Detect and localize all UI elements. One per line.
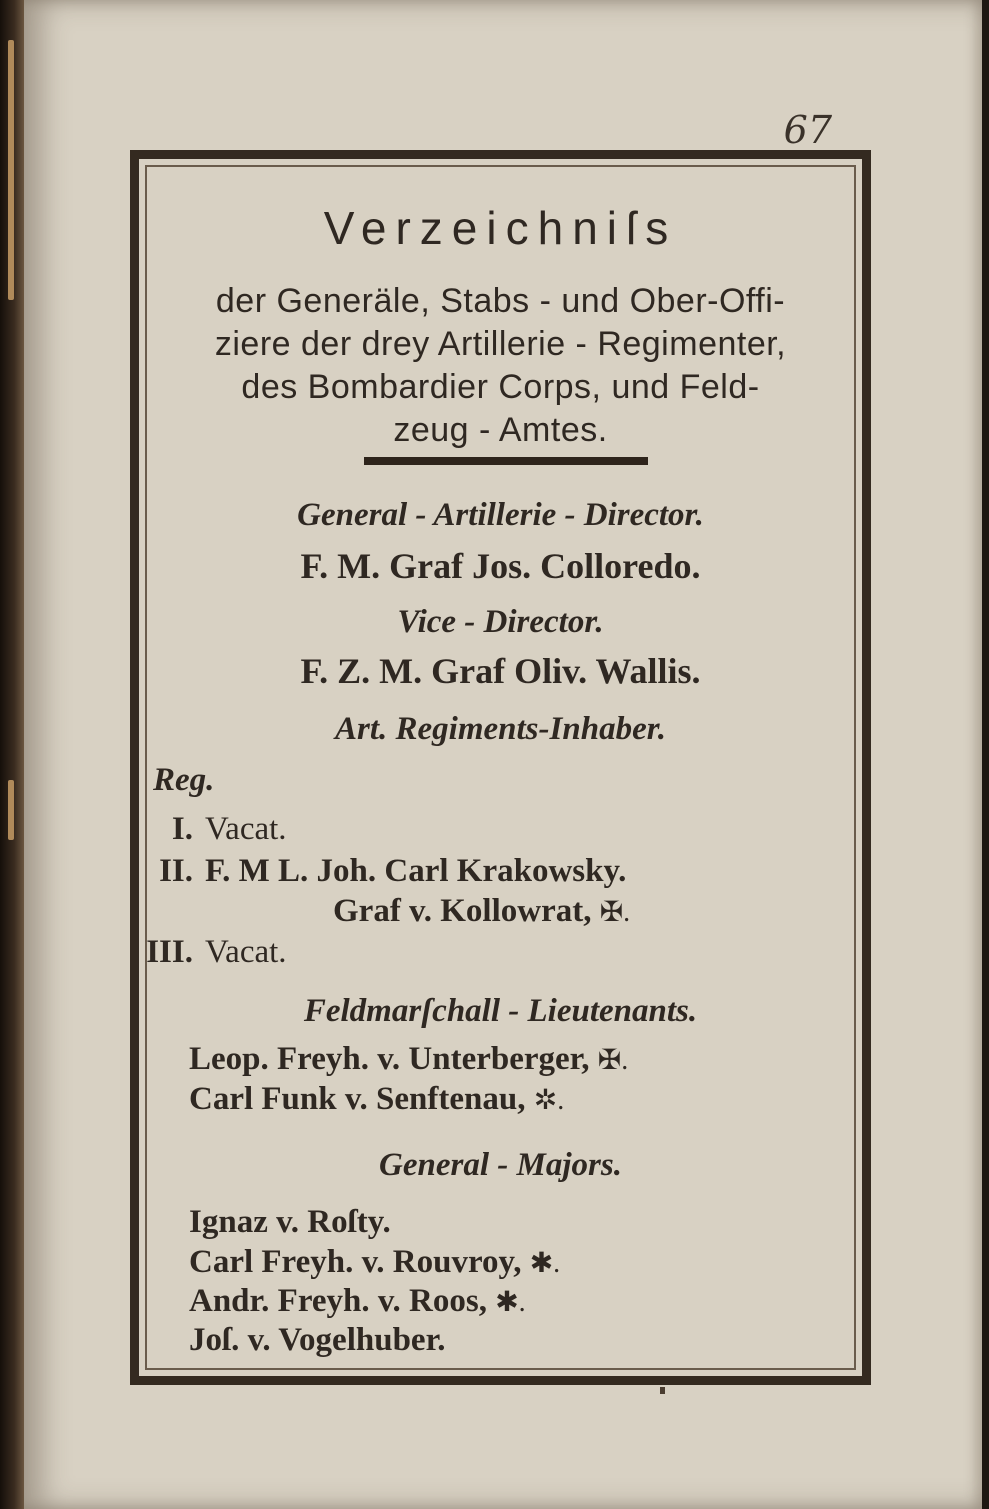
divider-rule	[364, 457, 648, 465]
regiment-owner: Vacat.	[205, 811, 287, 847]
major-name: Andr. Freyh. v. Roos,	[189, 1283, 487, 1319]
regiment-owner: Vacat.	[205, 934, 287, 970]
subtitle-line: des Bombardier Corps, und Feld-	[241, 368, 760, 406]
major-name: Carl Freyh. v. Rouvroy,	[189, 1244, 522, 1280]
regiment-owner: F. M L. Joh. Carl Krakowsky.	[205, 853, 627, 889]
director-heading: General - Artillerie - Director.	[297, 497, 704, 533]
major-entry	[189, 1283, 526, 1320]
lieutenant-name: Carl Funk v. Senftenau,	[189, 1081, 526, 1117]
page-number: 67	[783, 108, 832, 152]
lieutenant-name: Leop. Freyh. v. Unterberger,	[189, 1041, 590, 1077]
subtitle-line: ziere der drey Artillerie - Regimenter,	[214, 325, 787, 363]
vice-director-name: F. Z. M. Graf Oliv. Wallis.	[300, 651, 701, 691]
director-name: F. M. Graf Jos. Colloredo.	[300, 546, 701, 586]
owners-heading: Art. Regiments-Inhaber.	[335, 711, 666, 747]
lieutenant-entry	[189, 1041, 628, 1078]
document-title: Verzeichniſs	[323, 202, 678, 254]
reg-label: Reg.	[153, 762, 215, 798]
regiment-entry	[139, 811, 287, 848]
regiment-number: I.	[171, 811, 193, 847]
ornamental-frame	[130, 150, 871, 1385]
book-page	[24, 0, 982, 1509]
subtitle-line: der Generäle, Stabs - und Ober-Offi-	[215, 282, 786, 320]
regiment-owner: Graf v. Kollowrat,	[333, 893, 592, 929]
regiment-entry	[333, 893, 630, 930]
regiment-number: II.	[159, 853, 193, 889]
order-star-icon: ✱.	[495, 1287, 526, 1318]
major-entry	[189, 1322, 445, 1359]
spine-mark	[8, 780, 14, 840]
book-spine	[0, 0, 24, 1509]
order-star-icon: ✲.	[533, 1085, 565, 1116]
majors-heading: General - Majors.	[379, 1147, 622, 1183]
order-cross-icon: ✠.	[597, 1045, 629, 1076]
regiment-number: III.	[146, 934, 193, 970]
vice-director-heading: Vice - Director.	[397, 604, 604, 640]
subtitle-line: zeug - Amtes.	[393, 411, 608, 449]
lieutenant-entry	[189, 1081, 564, 1118]
major-entry	[189, 1244, 560, 1281]
lieutenants-heading: Feldmarſchall - Lieutenants.	[303, 993, 698, 1029]
regiment-entry	[139, 853, 626, 890]
order-cross-icon: ✠.	[599, 897, 631, 928]
ink-speck	[660, 1387, 665, 1394]
major-entry	[189, 1204, 391, 1241]
order-star-icon: ✱.	[529, 1248, 561, 1279]
regiment-entry	[139, 934, 287, 971]
major-name: Joſ. v. Vogelhuber.	[189, 1322, 446, 1358]
spine-mark	[8, 40, 14, 300]
major-name: Ignaz v. Roſty.	[189, 1204, 391, 1240]
